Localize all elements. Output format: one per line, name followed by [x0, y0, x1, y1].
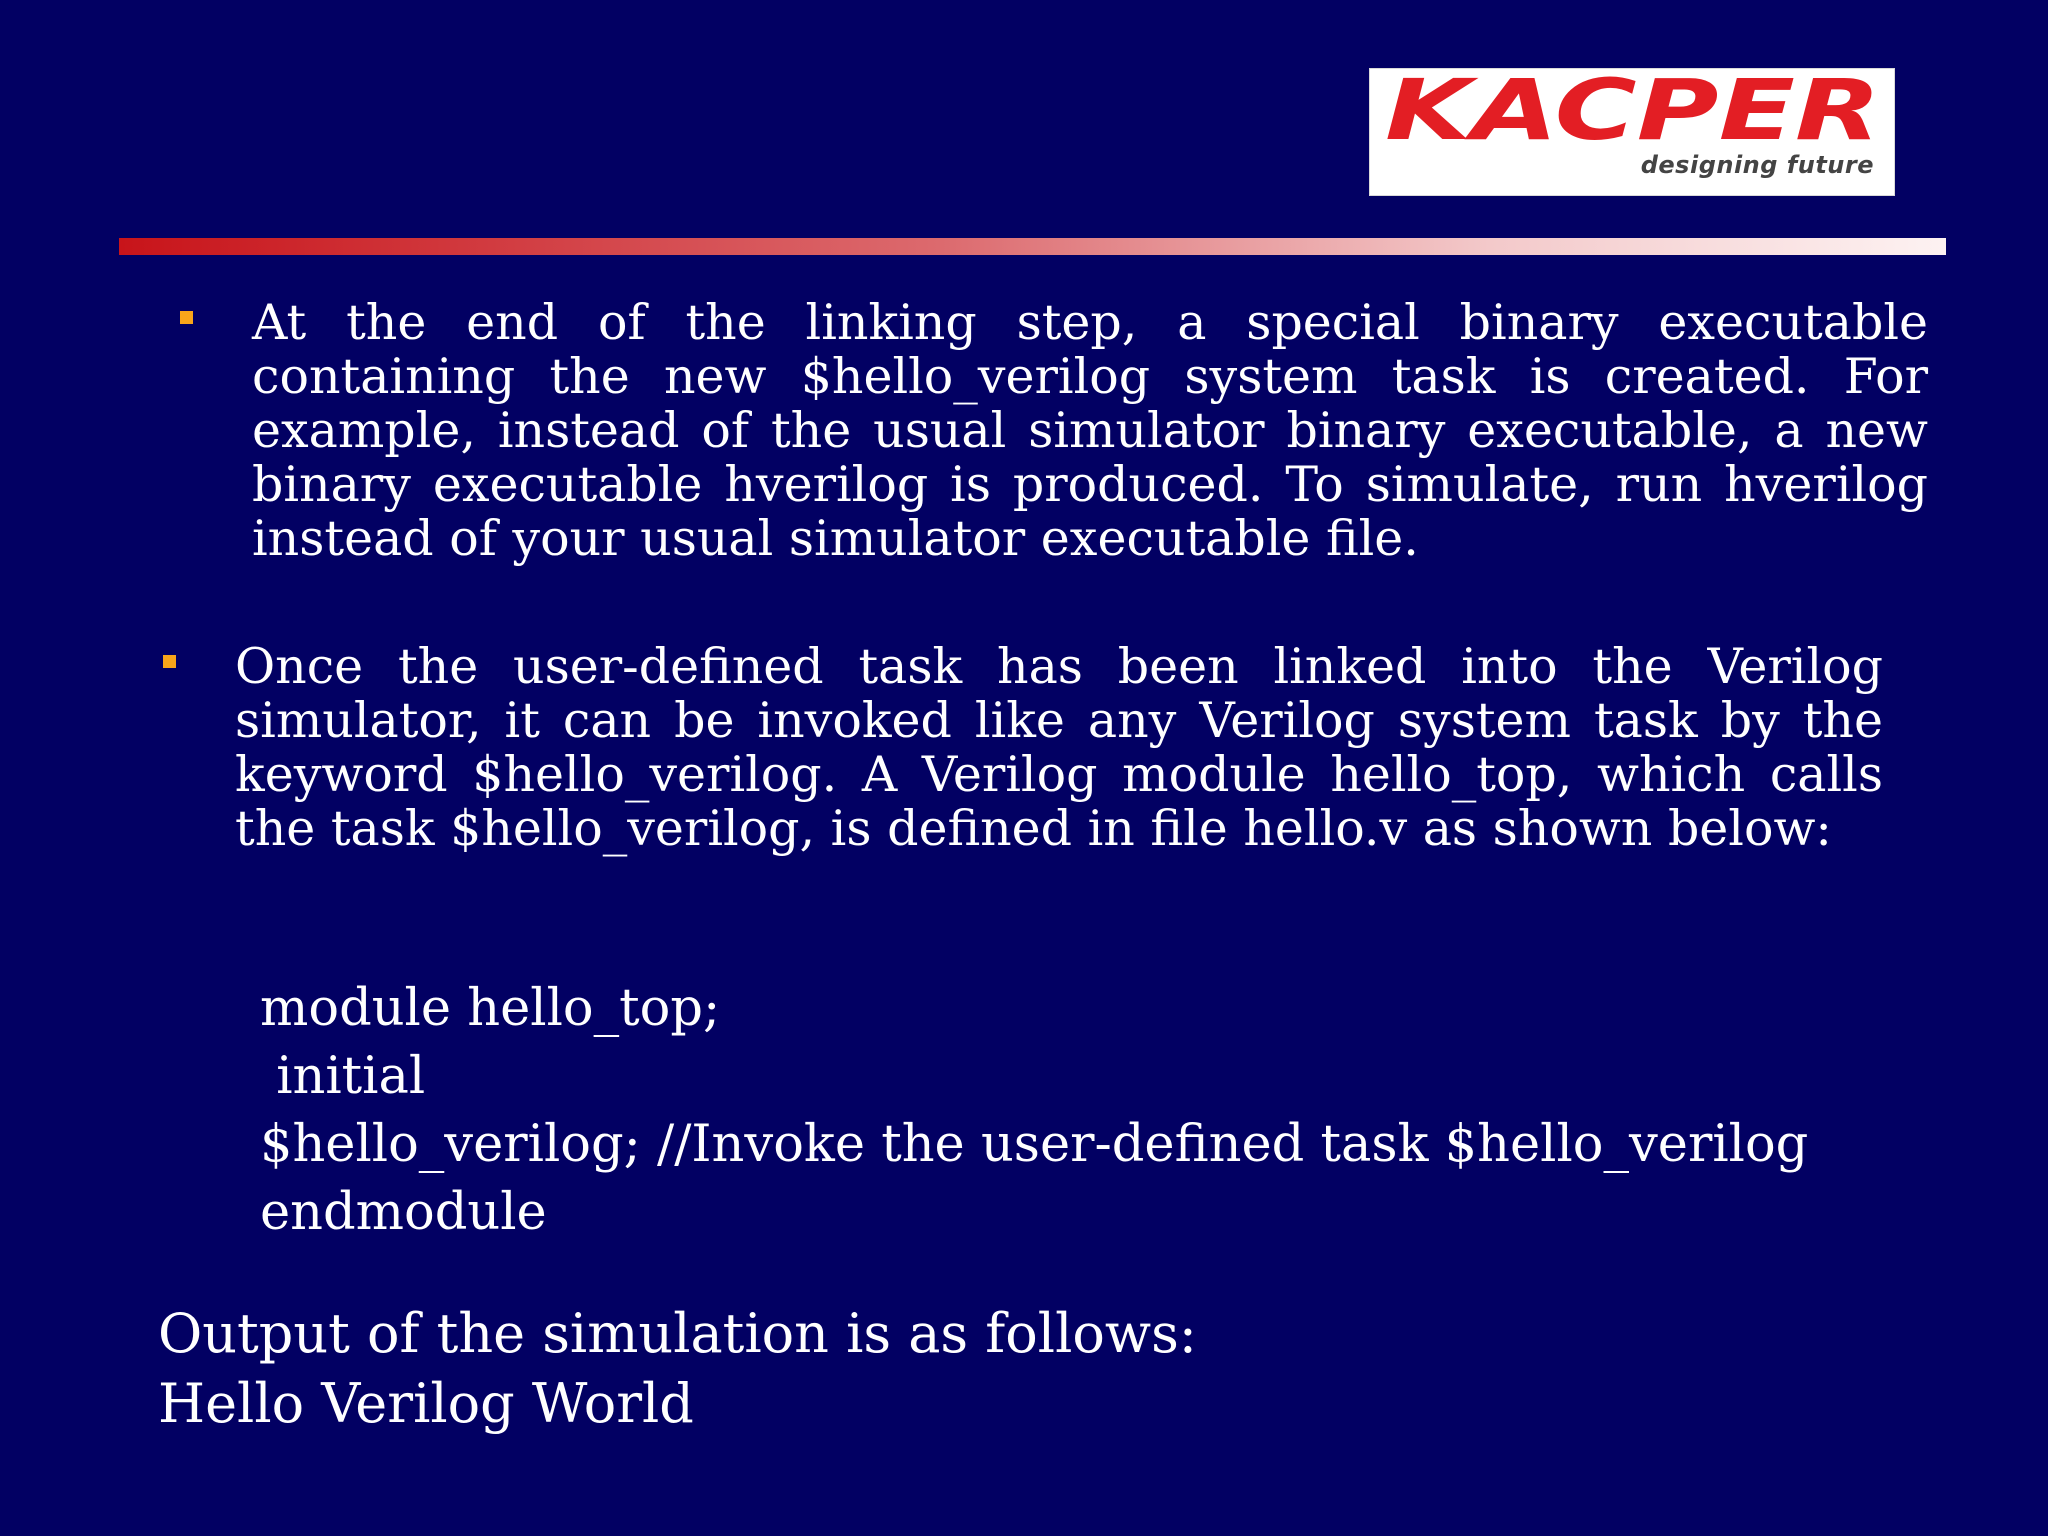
code-line-4: endmodule — [260, 1183, 547, 1242]
bullet-text-1: At the end of the linking step, a special binary executable containing the new $hello_verilog system task is created. For example, instead of the usual simulator binary executable, a new binary executable hverilog is produced. To simulate, run hverilog instead of your usual simulator executable file. — [252, 294, 1928, 567]
header-divider — [119, 238, 1946, 255]
square-bullet-icon — [180, 311, 193, 324]
kacper-wordmark — [1380, 73, 1886, 151]
square-bullet-icon — [163, 655, 176, 668]
output-intro: Output of the simulation is as follows: — [158, 1302, 1197, 1365]
output-result: Hello Verilog World — [158, 1372, 694, 1435]
simulation-output — [158, 1299, 1197, 1439]
kacper-logo — [1369, 68, 1895, 196]
code-line-2: initial — [260, 1047, 426, 1106]
code-line-1: module hello_top; — [260, 979, 721, 1038]
bullet-text-2: Once the user-defined task has been linked into the Verilog simulator, it can be invoked like any Verilog system task by the keyword $hello_verilog. A Verilog module hello_top, which calls the task $hello_verilog, is defined in file hello.v as shown below: — [235, 638, 1883, 857]
logo-tagline: designing future — [1640, 151, 1874, 179]
code-line-3: $hello_verilog; //Invoke the user-defined task $hello_verilog — [260, 1115, 1809, 1174]
code-sample — [260, 975, 1808, 1247]
logo-brand-text: KACPER — [1385, 73, 1881, 151]
